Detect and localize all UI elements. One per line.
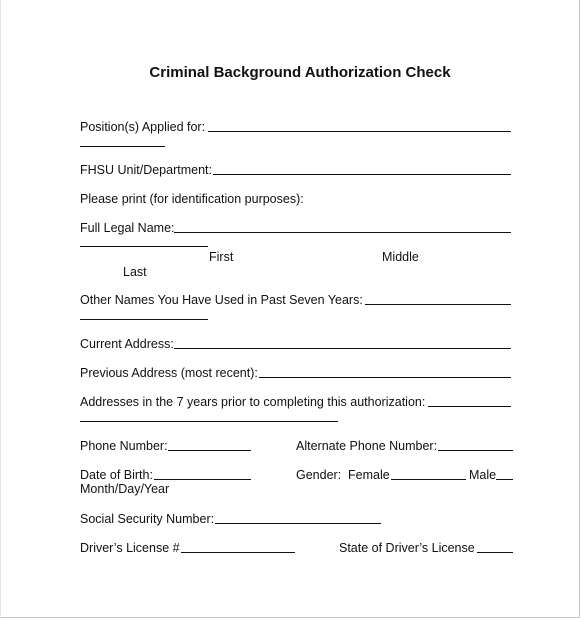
other-names-label: Other Names You Have Used in Past Seven Years: [80, 293, 363, 307]
name-first-caption: First [209, 250, 234, 264]
positions-applied-field-continued[interactable] [80, 146, 165, 147]
addresses-7-years-field-continued[interactable] [80, 421, 338, 422]
ssn-field[interactable] [215, 523, 381, 524]
drivers-license-state-label: State of Driver’s License [339, 541, 475, 555]
date-of-birth-label: Date of Birth: [80, 468, 153, 482]
phone-number-field[interactable] [168, 450, 251, 451]
addresses-7-years-label: Addresses in the 7 years prior to completing this authorization: [80, 395, 426, 409]
date-of-birth-field[interactable] [154, 479, 251, 480]
current-address-field[interactable] [174, 348, 511, 349]
other-names-field-continued[interactable] [80, 319, 208, 320]
positions-applied-field[interactable] [208, 131, 511, 132]
full-legal-name-label: Full Legal Name: [80, 221, 175, 235]
full-legal-name-field[interactable] [174, 232, 511, 233]
drivers-license-label: Driver’s License # [80, 541, 180, 555]
alternate-phone-field[interactable] [438, 450, 513, 451]
positions-applied-label: Position(s) Applied for: [80, 120, 206, 134]
other-names-field[interactable] [365, 304, 511, 305]
date-of-birth-format: Month/Day/Year [80, 482, 170, 496]
phone-number-label: Phone Number: [80, 439, 168, 453]
gender-male-label: Male [469, 468, 497, 482]
full-legal-name-field-continued[interactable] [80, 246, 208, 247]
gender-female-field[interactable] [391, 479, 466, 480]
gender-label: Gender: [296, 468, 342, 482]
gender-male-field[interactable] [496, 479, 513, 480]
previous-address-label: Previous Address (most recent): [80, 366, 258, 380]
gender-female-label: Female [348, 468, 390, 482]
addresses-7-years-field[interactable] [428, 406, 511, 407]
please-print-note: Please print (for identification purposes): [80, 192, 304, 206]
alternate-phone-label: Alternate Phone Number: [296, 439, 438, 453]
name-middle-caption: Middle [382, 250, 419, 264]
form-title: Criminal Background Authorization Check [149, 64, 451, 81]
drivers-license-field[interactable] [181, 552, 295, 553]
current-address-label: Current Address: [80, 337, 174, 351]
name-last-caption: Last [123, 265, 147, 279]
ssn-label: Social Security Number: [80, 512, 215, 526]
unit-department-label: FHSU Unit/Department: [80, 163, 212, 177]
previous-address-field[interactable] [259, 377, 511, 378]
drivers-license-state-field[interactable] [477, 552, 513, 553]
unit-department-field[interactable] [213, 174, 511, 175]
